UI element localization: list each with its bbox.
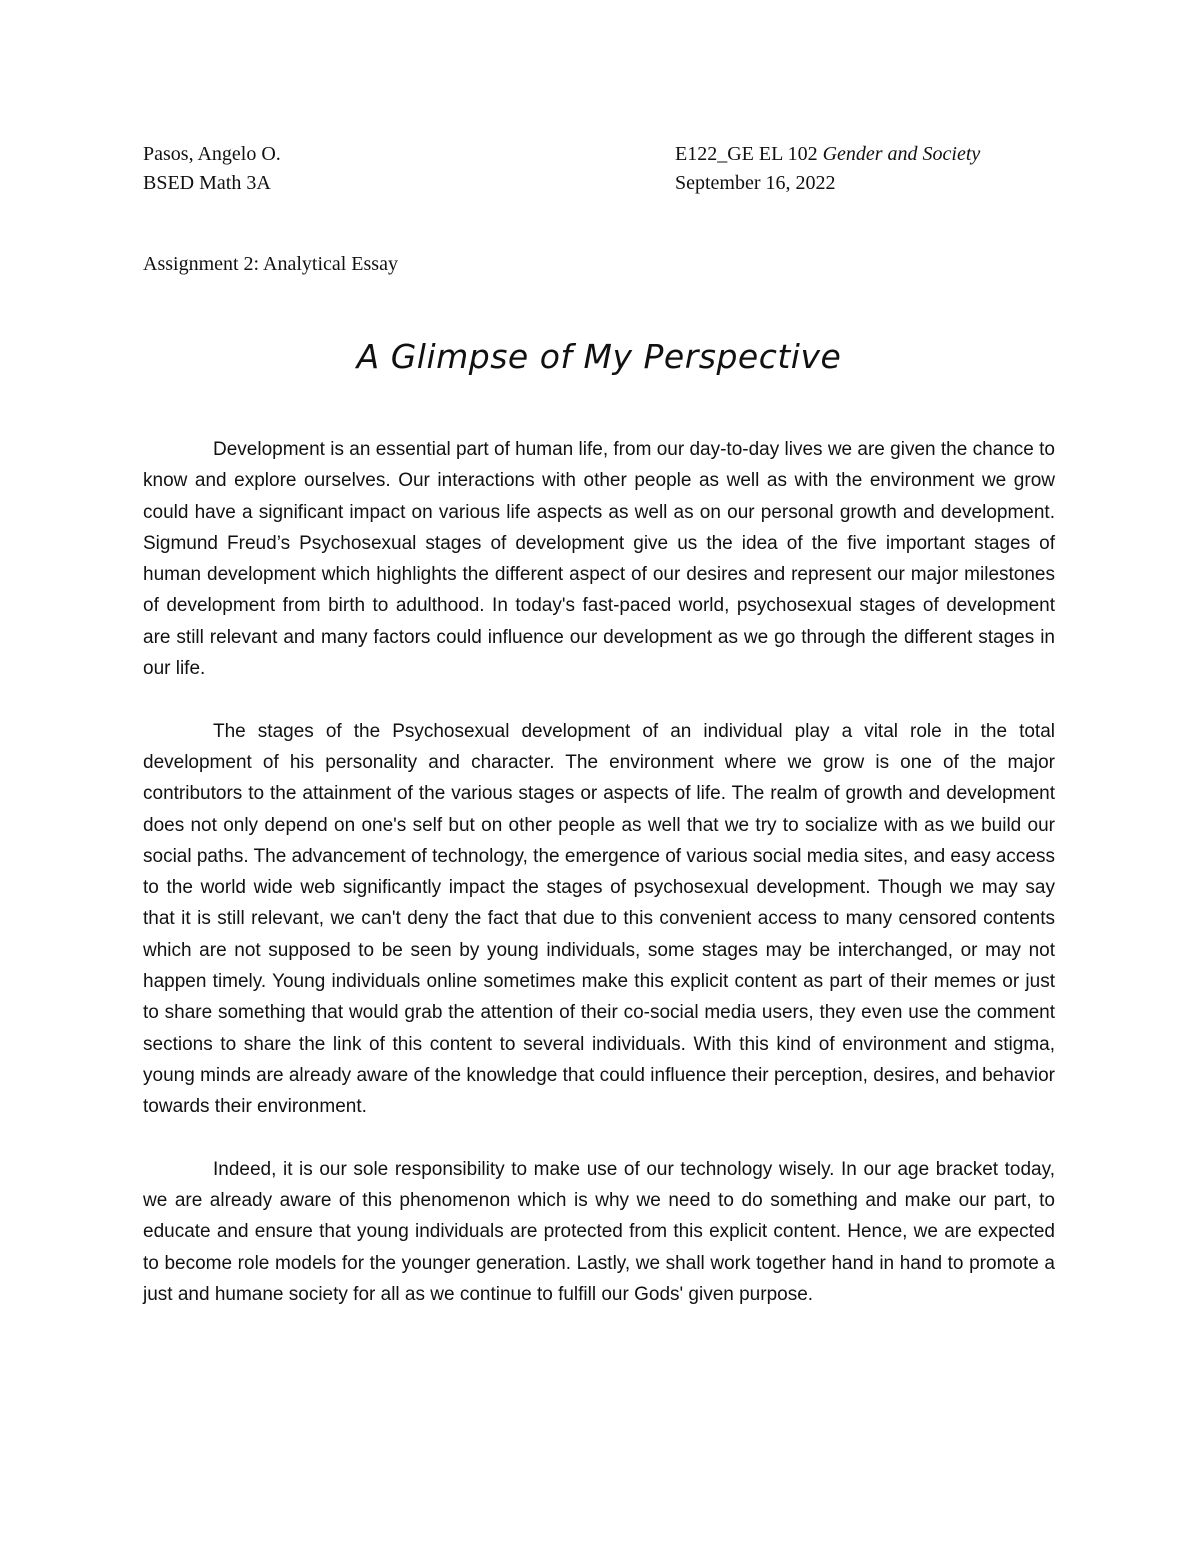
essay-paragraph-3: Indeed, it is our sole responsibility to make use of our technology wisely. In our age bracket today, we are already aware of this phenomenon which is why we need to do something and make our part, to educate and ensure that young individuals are protected from this explicit content. Hence, we are expected to become role models for the younger generation. Lastly, we shall work together hand in hand to promote a just and humane society for all as we continue to fulfill our Gods' given purpose. [143,1158,1055,1306]
student-name: Pasos, Angelo O. [143,143,281,165]
course-line [675,140,980,169]
submission-date: September 16, 2022 [675,172,836,194]
course-info [675,140,980,198]
assignment-label: Assignment 2: Analytical Essay [143,253,398,275]
student-info [143,140,281,198]
student-section: BSED Math 3A [143,172,271,194]
essay-paragraph-2: The stages of the Psychosexual development of an individual play a vital role in the total development of his personality and character. The environment where we grow is one of the major contributors to the attainment of the various stages or aspects of life. The realm of growth and development does not only depend on one's self but on other people as well that we try to socialize with as we build our social paths. The advancement of technology, the emergence of various social media sites, and easy access to the world wide web significantly impact the stages of psychosexual development. Though we may say that it is still relevant, we can't deny the fact that due to this convenient access to many censored contents which are not supposed to be seen by young individuals, some stages may be interchanged, or may not happen timely. Young individuals online sometimes make this explicit content as part of their memes or just to share something that would grab the attention of their co-social media users, they even use the comment sections to share the link of this content to several individuals. With this kind of environment and stigma, young minds are already aware of the knowledge that could influence their perception, desires, and behavior towards their environment. [143,720,1055,1118]
essay-paragraph-1: Development is an essential part of human life, from our day-to-day lives we are given the chance to know and explore ourselves. Our interactions with other people as well as with the environment we grow could have a significant impact on various life aspects as well as on our personal growth and development. Sigmund Freud’s Psychosexual stages of development give us the idea of the five important stages of human development which highlights the different aspect of our desires and represent our major milestones of development from birth to adulthood. In today's fast-paced world, psychosexual stages of development are still relevant and many factors could influence our development as we go through the different stages in our life. [143,439,1055,680]
course-title: Gender and Society [822,143,981,165]
course-code: E122_GE EL 102 [675,143,818,165]
essay-title: A Glimpse of My Perspective [356,337,842,376]
essay-body [143,434,1055,1310]
